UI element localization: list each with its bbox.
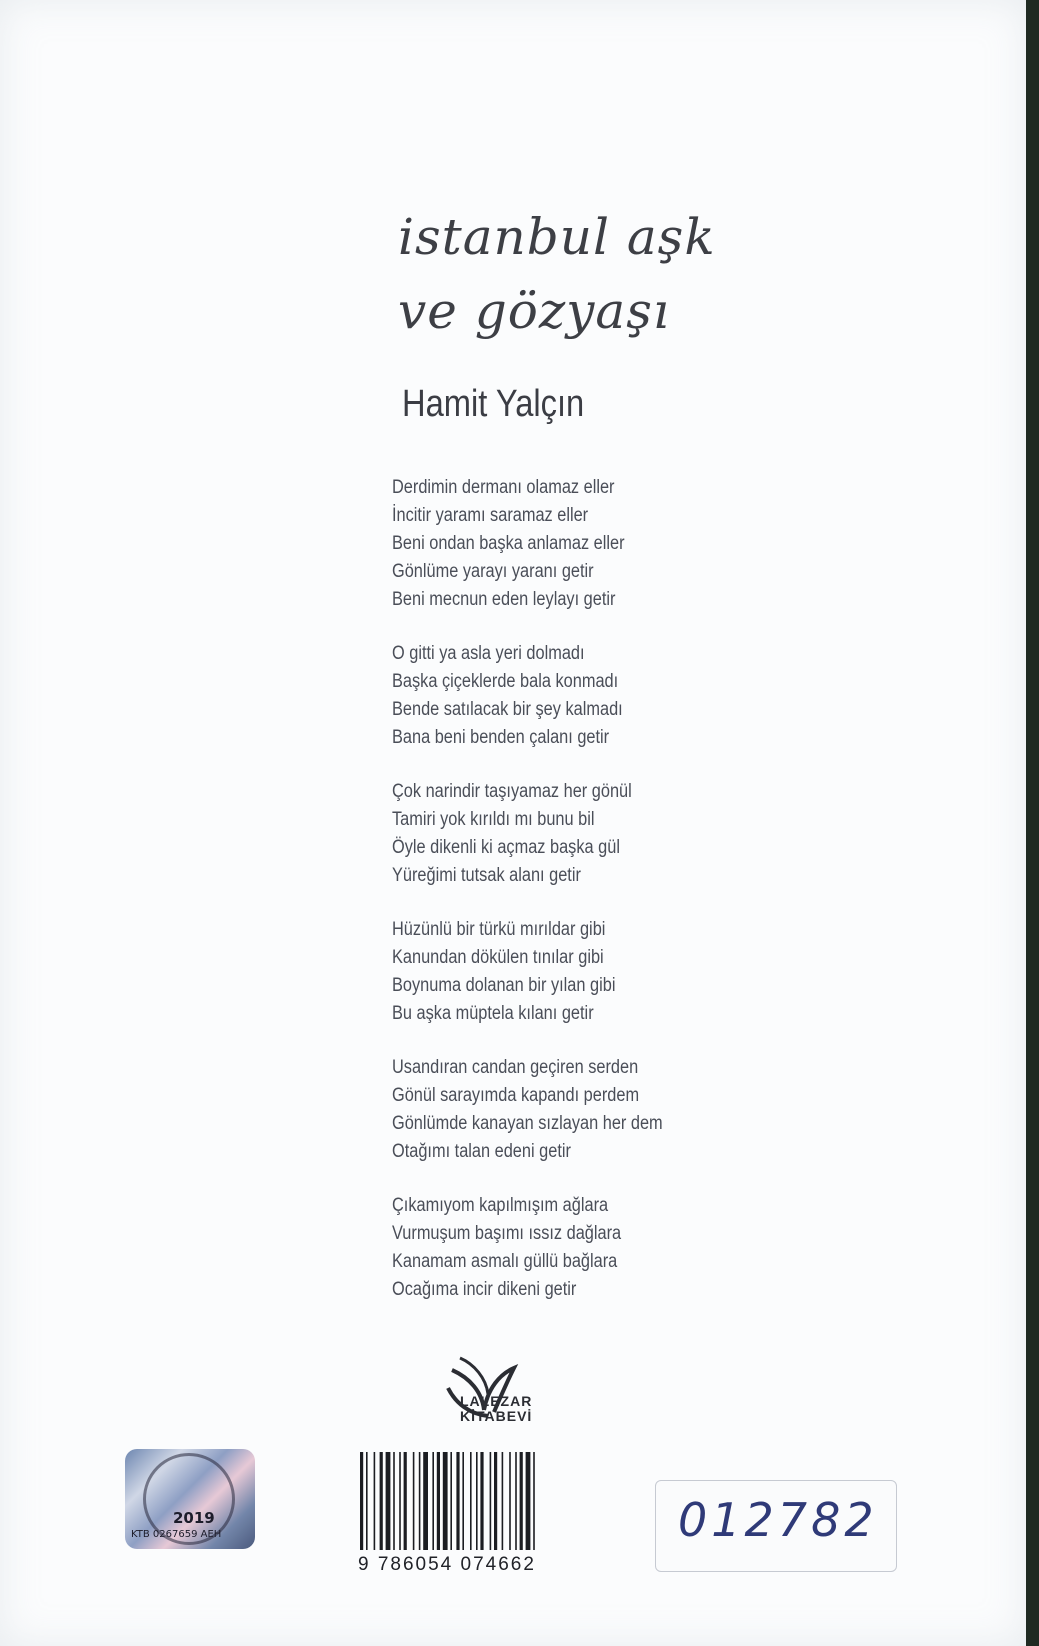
poem-line: Çıkamıyom kapılmışım ağlara <box>392 1195 609 1216</box>
barcode-bars-icon <box>358 1452 606 1552</box>
poem-line: Vurmuşum başımı ıssız dağlara <box>392 1223 622 1244</box>
poem-line: Boynuma dolanan bir yılan gibi <box>392 975 616 996</box>
title-line-1: istanbul aşk <box>398 208 716 266</box>
hologram-serial: KTB 0267659 AEH <box>131 1529 222 1540</box>
poem-line: Ocağıma incir dikeni getir <box>392 1279 577 1300</box>
poem-line: Kanamam asmalı güllü bağlara <box>392 1251 618 1272</box>
ministry-hologram-sticker <box>125 1449 255 1549</box>
stanza <box>392 474 663 614</box>
poem-line: Usandıran candan geçiren serden <box>392 1057 639 1078</box>
poem-line: Öyle dikenli ki açmaz başka gül <box>392 837 620 858</box>
hologram-year: 2019 <box>173 1509 215 1527</box>
poem-line: Beni ondan başka anlamaz eller <box>392 533 625 554</box>
poem-line: Bende satılacak bir şey kalmadı <box>392 699 623 720</box>
poem-line: Çok narindir taşıyamaz her gönül <box>392 781 632 802</box>
poem-line: Kanundan dökülen tınılar gibi <box>392 947 604 968</box>
isbn-barcode <box>358 1452 606 1582</box>
publisher-name-line-1: LALEZAR <box>460 1393 533 1409</box>
poem-line: Gönlümde kanayan sızlayan her dem <box>392 1113 663 1134</box>
author-name: Hamit Yalçın <box>402 383 585 425</box>
poem-line: Gönlüme yarayı yaranı getir <box>392 561 594 582</box>
publisher-name-line-2: KİTABEVİ <box>460 1408 533 1424</box>
poem-line: İncitir yaramı saramaz eller <box>392 505 589 526</box>
inventory-label <box>655 1480 897 1572</box>
handwritten-inventory-number: 012782 <box>678 1493 878 1547</box>
title-line-2: ve gözyaşı <box>398 282 670 340</box>
stanza <box>392 1054 663 1166</box>
stanza <box>392 640 663 752</box>
poem-line: O gitti ya asla yeri dolmadı <box>392 643 585 664</box>
poem-line: Bana beni benden çalanı getir <box>392 727 610 748</box>
publisher-logo <box>430 1348 580 1438</box>
poem-line: Tamiri yok kırıldı mı bunu bil <box>392 809 595 830</box>
stanza <box>392 778 663 890</box>
stanza <box>392 916 663 1028</box>
poem-line: Beni mecnun eden leylayı getir <box>392 589 616 610</box>
poem-line: Gönül sarayımda kapandı perdem <box>392 1085 640 1106</box>
poem-text <box>392 474 663 1330</box>
isbn-number: 9 786054 074662 <box>358 1554 536 1575</box>
poem-line: Bu aşka müptela kılanı getir <box>392 1003 594 1024</box>
poem-line: Derdimin dermanı olamaz eller <box>392 477 615 498</box>
poem-line: Başka çiçeklerde bala konmadı <box>392 671 619 692</box>
poem-line: Otağımı talan edeni getir <box>392 1141 571 1162</box>
stanza <box>392 1192 663 1304</box>
poem-line: Yüreğimi tutsak alanı getir <box>392 865 581 886</box>
book-title <box>398 200 716 348</box>
poem-line: Hüzünlü bir türkü mırıldar gibi <box>392 919 606 940</box>
